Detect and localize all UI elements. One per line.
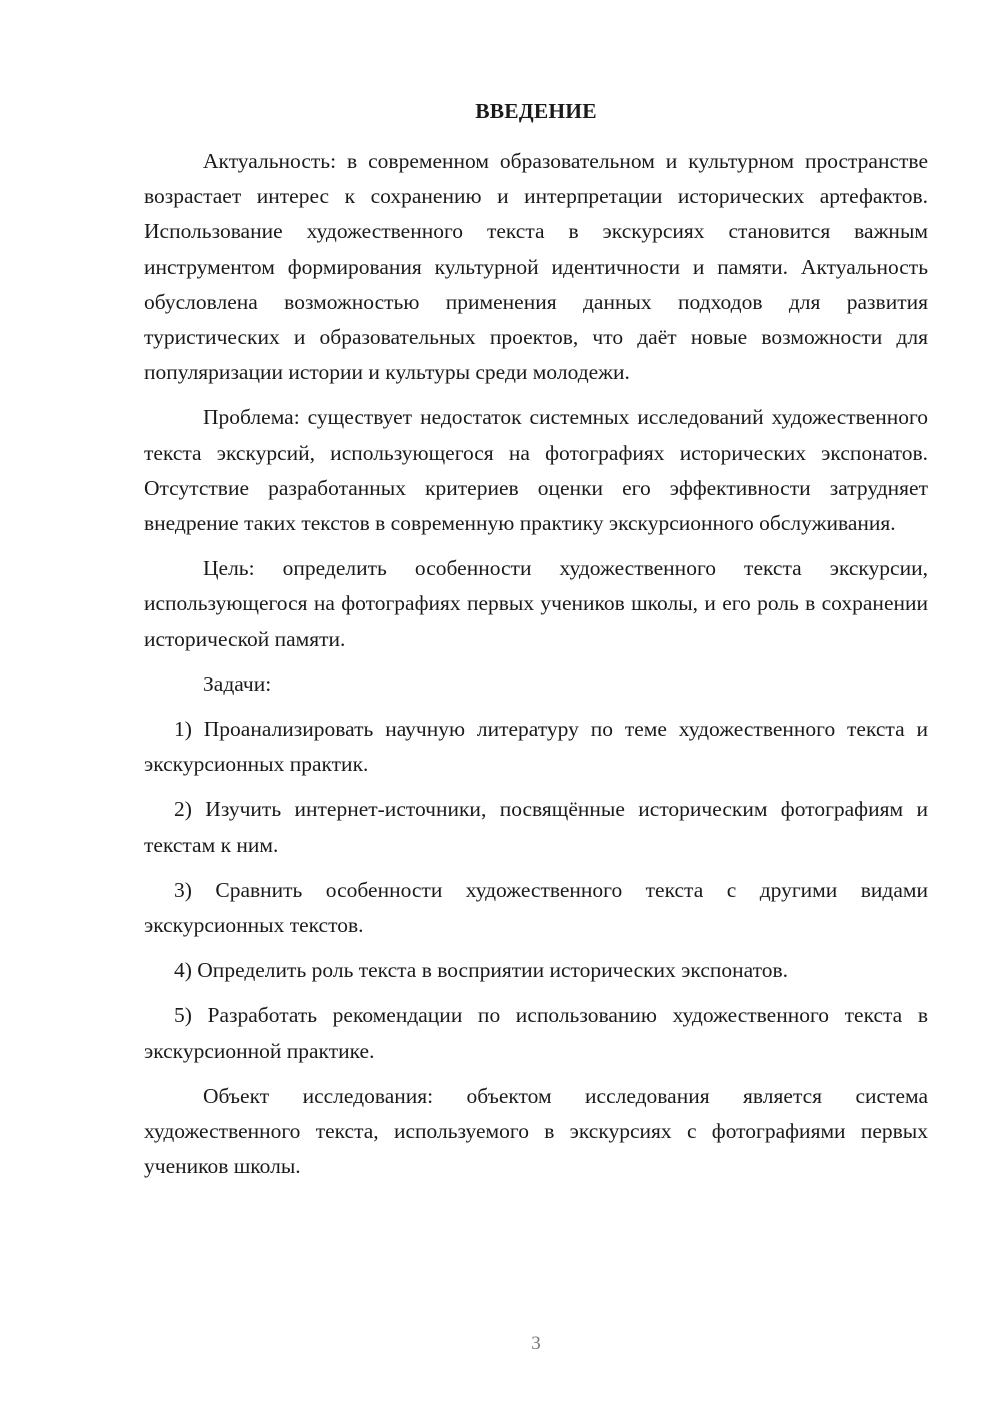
task-item-3: 3) Сравнить особенности художественного текста с другими видами экскурсионных текстов. <box>144 877 928 938</box>
paragraph-relevance: Актуальность: в современном образовательном и культурном пространстве возрастает интерес к сохранению и интерпретации исторических артефактов. Использование художественного текста в экскурсиях становится важным инструментом формирования культурной идентичности и памяти. Актуальность обусловлена возможностью применения данных подходов для развития туристических и образовательных проектов, что даёт новые возможности для популяризации истории и культуры среди молодежи. <box>144 149 928 385</box>
paragraph-problem: Проблема: существует недостаток системных исследований художественного текста экскурсий, использующегося на фотографиях исторических экспонатов. Отсутствие разработанных критериев оценки его эффективности затрудняет внедрение таких текстов в современную практику экскурсионного обслуживания. <box>144 405 928 536</box>
task-item-5: 5) Разработать рекомендации по использованию художественного текста в экскурсионной практике. <box>144 1003 928 1063</box>
paragraph-object: Объект исследования: объектом исследования является система художественного текста, используемого в экскурсиях с фотографиями первых учеников школы. <box>144 1083 928 1179</box>
page-number: 3 <box>531 1333 541 1354</box>
task-item-4: 4) Определить роль текста в восприятии исторических экспонатов. <box>174 958 788 983</box>
paragraph-goal: Цель: определить особенности художественного текста экскурсии, использующегося на фотографиях первых учеников школы, и его роль в сохранении исторической памяти. <box>144 556 928 651</box>
tasks-heading: Задачи: <box>203 671 272 696</box>
section-title: ВВЕДЕНИЕ <box>475 99 597 123</box>
document-page <box>144 95 928 1194</box>
task-item-2: 2) Изучить интернет-источники, посвящённые историческим фотографиям и текстам к ним. <box>144 797 928 857</box>
task-item-1: 1) Проанализировать научную литературу по теме художественного текста и экскурсионных практик. <box>144 717 928 777</box>
